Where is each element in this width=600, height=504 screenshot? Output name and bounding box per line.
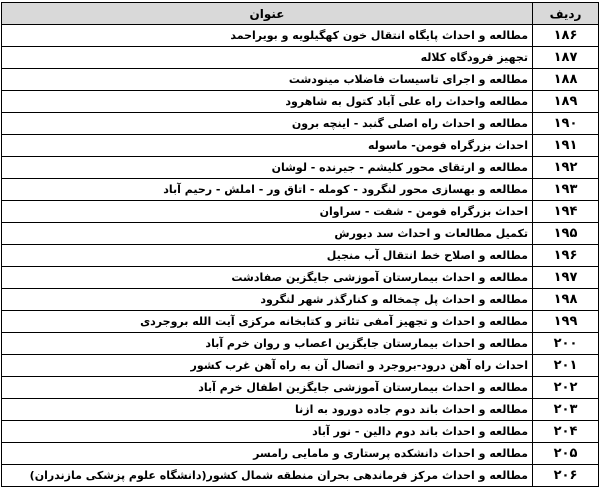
row-number: ۱۸۶	[533, 25, 599, 47]
row-title: مطالعه و احداث پل چمخاله و کنارگذر شهر لنگرود	[2, 289, 533, 311]
row-title: مطالعه و احداث پایگاه انتقال خون کهگیلویه و بویراحمد	[2, 25, 533, 47]
table-header-row	[2, 3, 599, 25]
row-title: مطالعه و احداث مرکز فرماندهی بحران منطقه شمال کشور(دانشگاه علوم پزشکی مازندران)	[2, 465, 533, 487]
row-number: ۱۹۵	[533, 223, 599, 245]
table-row	[2, 179, 599, 201]
table-row	[2, 91, 599, 113]
table-row	[2, 25, 599, 47]
row-number: ۱۹۷	[533, 267, 599, 289]
table-row	[2, 465, 599, 487]
row-number: ۱۸۷	[533, 47, 599, 69]
row-title: مطالعه و احداث باند دوم جاده دورود به ازنا	[2, 399, 533, 421]
row-number: ۱۹۳	[533, 179, 599, 201]
row-number: ۱۹۹	[533, 311, 599, 333]
table-row	[2, 333, 599, 355]
row-title: مطالعه و احداث دانشکده پرستاری و مامایی رامسر	[2, 443, 533, 465]
row-number: ۲۰۱	[533, 355, 599, 377]
table-row	[2, 399, 599, 421]
row-number: ۱۹۱	[533, 135, 599, 157]
table-row	[2, 355, 599, 377]
row-number: ۲۰۰	[533, 333, 599, 355]
row-title: مطالعه و ارتقای محور کلیشم - جیرنده - لوشان	[2, 157, 533, 179]
table-row	[2, 289, 599, 311]
row-number: ۱۹۲	[533, 157, 599, 179]
row-title: مطالعه و اصلاح خط انتقال آب منجیل	[2, 245, 533, 267]
table-row	[2, 377, 599, 399]
row-title: مطالعه واحداث راه علی آباد کتول به شاهرود	[2, 91, 533, 113]
table-row	[2, 113, 599, 135]
row-title: مطالعه و احداث راه اصلی گنبد - اینچه برون	[2, 113, 533, 135]
row-number: ۱۹۸	[533, 289, 599, 311]
row-title: احداث بزرگراه فومن- ماسوله	[2, 135, 533, 157]
table-body	[2, 25, 599, 487]
table-row	[2, 201, 599, 223]
row-title: مطالعه و احداث باند دوم دالین - نور آباد	[2, 421, 533, 443]
header-row-number: ردیف	[533, 3, 599, 25]
row-title: مطالعه و اجرای تاسیسات فاضلاب مینودشت	[2, 69, 533, 91]
row-title: مطالعه و احداث بیمارستان آموزشی جایگزین صفادشت	[2, 267, 533, 289]
table-row	[2, 223, 599, 245]
row-number: ۱۸۹	[533, 91, 599, 113]
row-title: احداث راه آهن درود-بروجرد و اتصال آن به راه آهن غرب کشور	[2, 355, 533, 377]
table-row	[2, 47, 599, 69]
row-number: ۱۹۴	[533, 201, 599, 223]
row-number: ۱۸۸	[533, 69, 599, 91]
row-title: مطالعه و احداث بیمارستان جایگزین اعصاب و روان خرم آباد	[2, 333, 533, 355]
row-title: تکمیل مطالعات و احداث سد دیورش	[2, 223, 533, 245]
row-number: ۲۰۳	[533, 399, 599, 421]
row-title: مطالعه و بهسازی محور لنگرود - کوملە - اتاق ور - املش - رحیم آباد	[2, 179, 533, 201]
row-title: مطالعه و احداث و تجهیز آمفی تئاتر و کتابخانه مرکزی آیت الله بروجردی	[2, 311, 533, 333]
projects-table	[1, 2, 599, 487]
row-title: احداث بزرگراه فومن - شفت - سراوان	[2, 201, 533, 223]
table-row	[2, 157, 599, 179]
row-number: ۲۰۶	[533, 465, 599, 487]
row-number: ۱۹۶	[533, 245, 599, 267]
table-row	[2, 311, 599, 333]
row-number: ۲۰۴	[533, 421, 599, 443]
table-row	[2, 245, 599, 267]
row-number: ۲۰۲	[533, 377, 599, 399]
table-row	[2, 69, 599, 91]
row-number: ۲۰۵	[533, 443, 599, 465]
table-row	[2, 443, 599, 465]
table-row	[2, 135, 599, 157]
header-title: عنوان	[2, 3, 533, 25]
table-row	[2, 421, 599, 443]
table-row	[2, 267, 599, 289]
row-number: ۱۹۰	[533, 113, 599, 135]
row-title: مطالعه و احداث بیمارستان آموزشی جایگزین اطفال خرم آباد	[2, 377, 533, 399]
row-title: تجهیز فرودگاه کلاله	[2, 47, 533, 69]
